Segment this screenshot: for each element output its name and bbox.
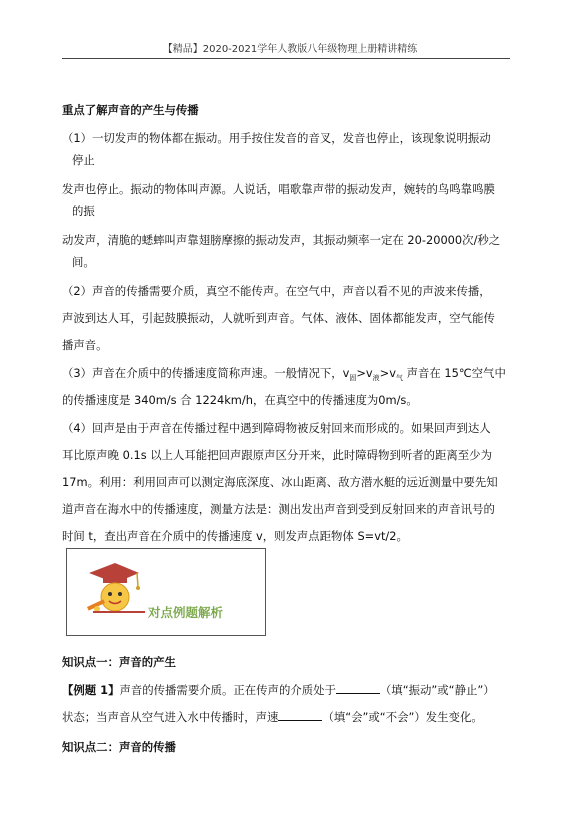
p2-line-1: （2）声音的传播需要介质，真空不能传声。在空气中，声音以看不见的声波来传播， [62, 284, 491, 298]
section-heading: 重点了解声音的产生与传播 [62, 103, 199, 117]
p3-line-2: 的传播速度是 340m/s 合 1224km/h，在真空中的传播速度为0m/s。 [62, 393, 418, 407]
p1-line-6: 间。 [72, 255, 95, 269]
graduate-mascot-icon [81, 559, 145, 623]
example1-text-c: 状态；当声音从空气进入水中传播时，声速 [62, 710, 279, 724]
p3-gt-1: >v [356, 366, 373, 380]
p4-line-3: 17m。利用：利用回声可以测定海底深度、冰山距离、敌方潜水艇的远近测量中要先知 [62, 475, 498, 489]
answer-blank-1[interactable] [336, 683, 380, 694]
p2-line-2: 声波到达人耳，引起鼓膜振动，人就听到声音。气体、液体、固体都能发声，空气能传 [62, 311, 495, 325]
example1-text-a: 声音的传播需要介质。正在传声的介质处于 [119, 683, 336, 697]
kp2-heading: 知识点二：声音的传播 [62, 740, 176, 754]
p4-line-1: （4）回声是由于声音在传播过程中遇到障碍物被反射回来而形成的。如果回声到达人 [62, 421, 491, 435]
kp1-heading: 知识点一：声音的产生 [62, 655, 176, 669]
p1-line-1: （1）一切发声的物体都在振动。用手按住发音的音叉，发音也停止，该现象说明振动 [62, 131, 491, 145]
banner-underline [93, 611, 145, 613]
example-analysis-banner [66, 548, 266, 636]
subscript-gas: 气 [395, 374, 403, 382]
example1-tag: 【例题 1】 [62, 683, 120, 697]
p3-text-b: 声音在 15℃空气中 [402, 366, 506, 380]
p1-line-2: 停止 [72, 153, 95, 167]
p4-line-2: 耳比原声晚 0.1s 以上人耳能把回声跟原声区分开来，此时障碍物到听者的距离至少为 [62, 448, 492, 462]
p1-line-3: 发声也停止。振动的物体叫声源。人说话，唱歌靠声带的振动发声，婉转的鸟鸣靠鸣膜 [62, 182, 495, 196]
example1-text-b: （填“振动”或“静止”） [379, 683, 495, 697]
header-divider [62, 58, 510, 59]
p1-line-4: 的振 [72, 204, 95, 218]
p4-line-4: 道声音在海水中的传播速度，测量方法是：测出发出声音到受到反射回来的声音讯号的 [62, 502, 495, 516]
page-header-title: 【精品】2020-2021学年人教版八年级物理上册精讲精练 [162, 44, 418, 55]
p1-line-5: 动发声，清脆的蟋蟀叫声靠翅膀摩擦的振动发声，其振动频率一定在 20-20000次/秒之 [62, 233, 501, 247]
p3-gt-2: >v [379, 366, 396, 380]
p3-line-1 [62, 363, 517, 385]
p2-line-3: 播声音。 [62, 338, 108, 352]
subscript-liquid: 液 [372, 374, 380, 382]
subscript-solid: 固 [349, 374, 357, 382]
example1-line-2 [62, 707, 517, 727]
p4-line-5: 时间 t，查出声音在介质中的传播速度 v，则发声点距物体 S=vt/2。 [62, 529, 408, 543]
example1-text-d: （填“会”或“不会”）发生变化。 [322, 710, 483, 724]
banner-title: 对点例题解析 [148, 605, 224, 620]
p3-text-a: （3）声音在介质中的传播速度简称声速。一般情况下，v [62, 366, 350, 380]
example1-line-1 [62, 680, 517, 700]
answer-blank-2[interactable] [278, 710, 322, 721]
